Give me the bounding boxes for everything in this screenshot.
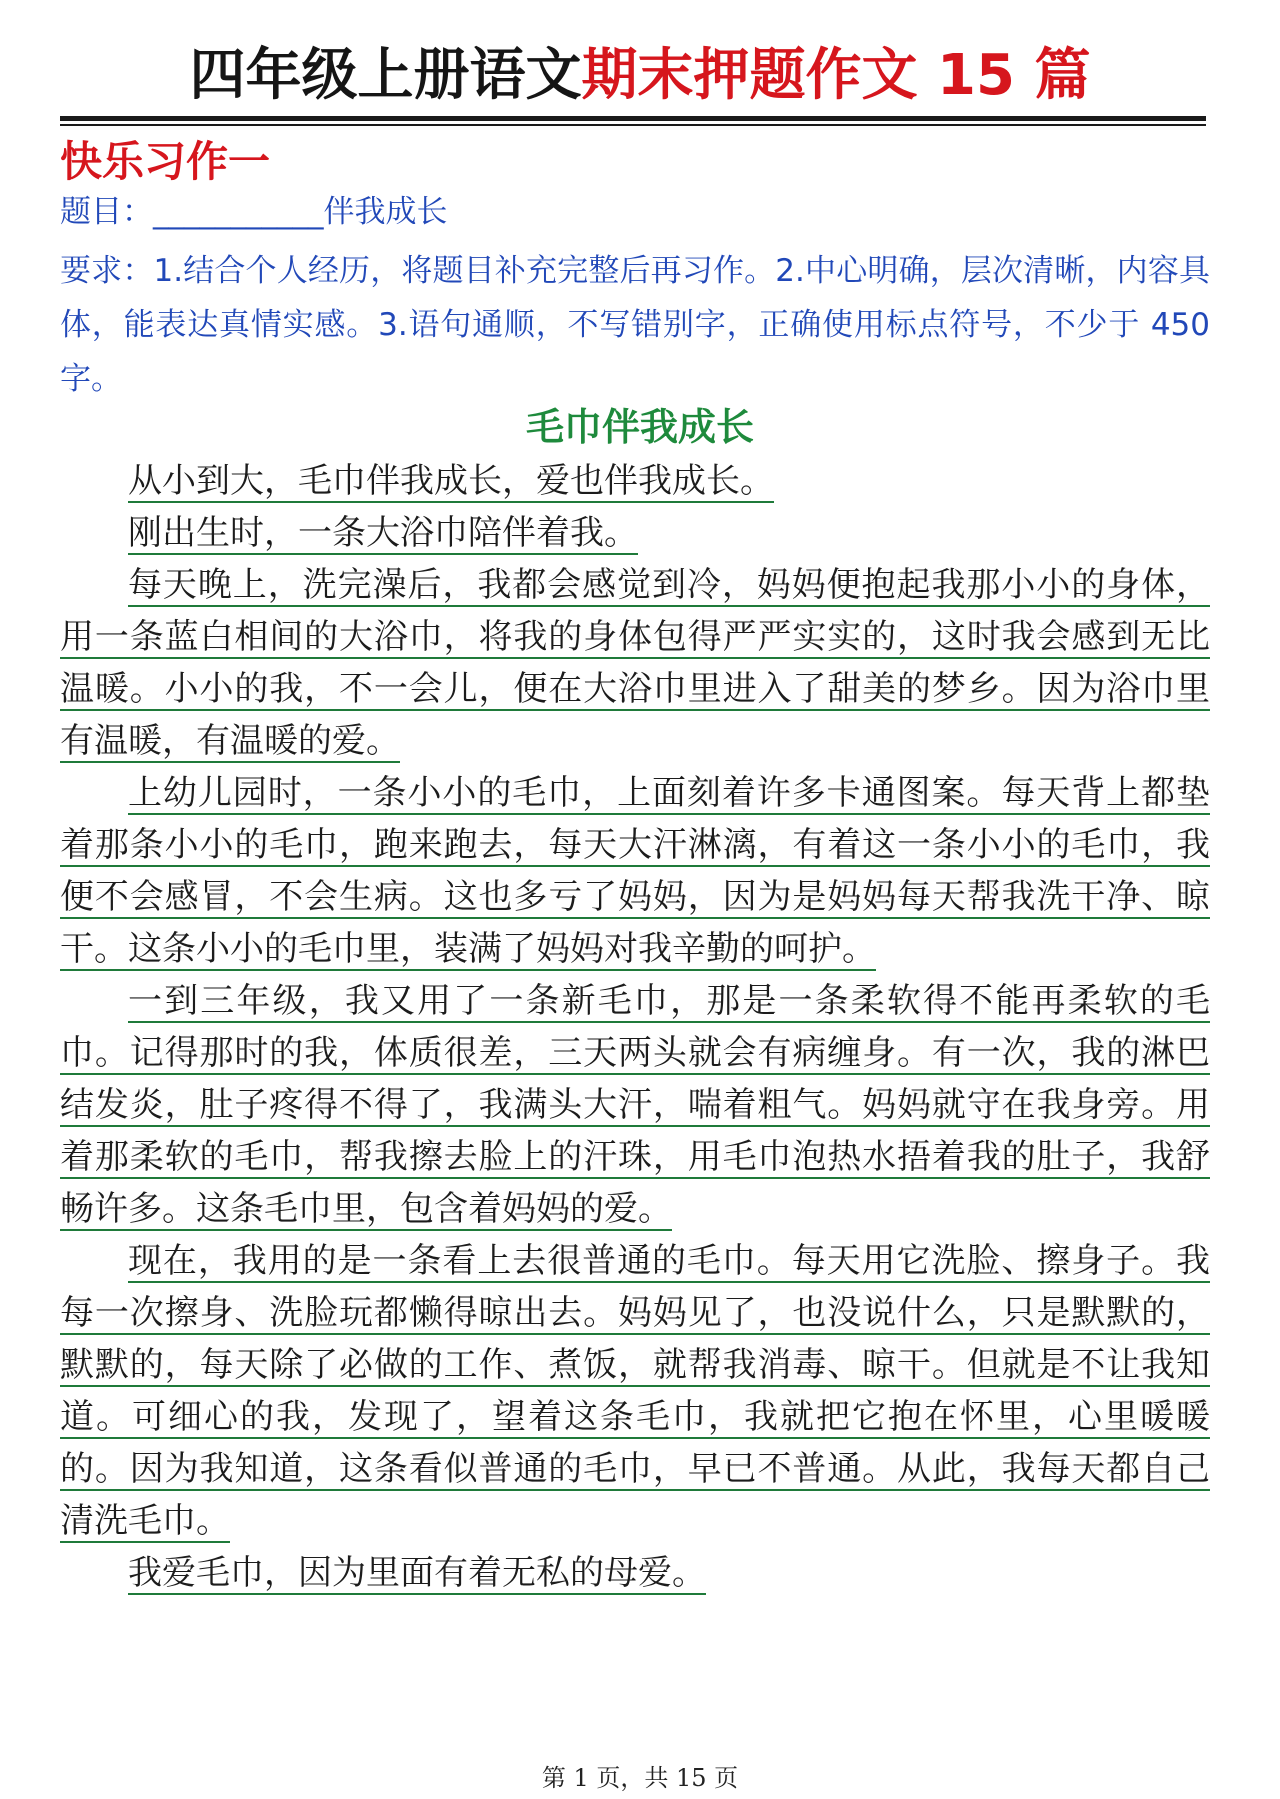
page-title-highlight: 期末押题作文 15 篇 [581,43,1091,108]
essay-paragraph-text: 从小到大，毛巾伴我成长，爱也伴我成长。 [128,461,774,501]
essay-paragraph-text: 上幼儿园时，一条小小的毛巾，上面刻着许多卡通图案。每天背上都垫着那条小小的毛巾，跑来跑去，每天大汗淋漓，有着这一条小小的毛巾，我便不会感冒，不会生病。这也多亏了妈妈，因为是妈妈每天帮我洗干净、晾干。这条小小的毛巾里，装满了妈妈对我辛勤的呵护。 [60,773,1210,969]
title-divider-thin [60,124,1206,126]
page-title-main: 四年级上册语文 [189,43,582,108]
page-number: 第 1 页，共 15 页 [541,1764,739,1792]
essay-paragraph [60,559,1210,767]
essay-paragraph [60,1547,1210,1599]
essay-paragraph [60,507,1210,559]
essay-paragraph-text: 我爱毛巾，因为里面有着无私的母爱。 [128,1553,706,1593]
essay-title: 毛巾伴我成长 [525,405,754,449]
page-title [0,40,1280,112]
essay-paragraph [60,975,1210,1235]
title-divider-thick [60,116,1206,121]
essay-paragraph [60,1235,1210,1547]
assignment-requirements: 要求：1.结合个人经历，将题目补充完整后再习作。2.中心明确，层次清晰，内容具体，能表达真情实感。3.语句通顺，不写错别字，正确使用标点符号，不少于 450 字。 [60,253,1210,397]
essay-paragraph [60,455,1210,507]
essay-paragraph-text: 一到三年级，我又用了一条新毛巾，那是一条柔软得不能再柔软的毛巾。记得那时的我，体质很差，三天两头就会有病缠身。有一次，我的淋巴结发炎，肚子疼得不得了，我满头大汗，喘着粗气。妈妈就守在我身旁。用着那柔软的毛巾，帮我擦去脸上的汗珠，用毛巾泡热水捂着我的肚子，我舒畅许多。这条毛巾里，包含着妈妈的爱。 [60,981,1210,1229]
section-heading: 快乐习作一 [60,137,271,186]
assignment-topic: 题目：___________伴我成长 [60,194,448,230]
essay-paragraph [60,767,1210,975]
essay-paragraph-text: 现在，我用的是一条看上去很普通的毛巾。每天用它洗脸、擦身子。我每一次擦身、洗脸玩都懒得晾出去。妈妈见了，也没说什么，只是默默的，默默的，每天除了必做的工作、煮饭，就帮我消毒、晾干。但就是不让我知道。可细心的我，发现了，望着这条毛巾，我就把它抱在怀里，心里暖暖的。因为我知道，这条看似普通的毛巾，早已不普通。从此，我每天都自己清洗毛巾。 [60,1241,1210,1541]
essay-paragraph-text: 每天晚上，洗完澡后，我都会感觉到冷，妈妈便抱起我那小小的身体，用一条蓝白相间的大浴巾，将我的身体包得严严实实的，这时我会感到无比温暖。小小的我，不一会儿，便在大浴巾里进入了甜美的梦乡。因为浴巾里有温暖，有温暖的爱。 [60,565,1210,761]
essay-body [60,455,1210,1599]
essay-paragraph-text: 刚出生时，一条大浴巾陪伴着我。 [128,513,638,553]
